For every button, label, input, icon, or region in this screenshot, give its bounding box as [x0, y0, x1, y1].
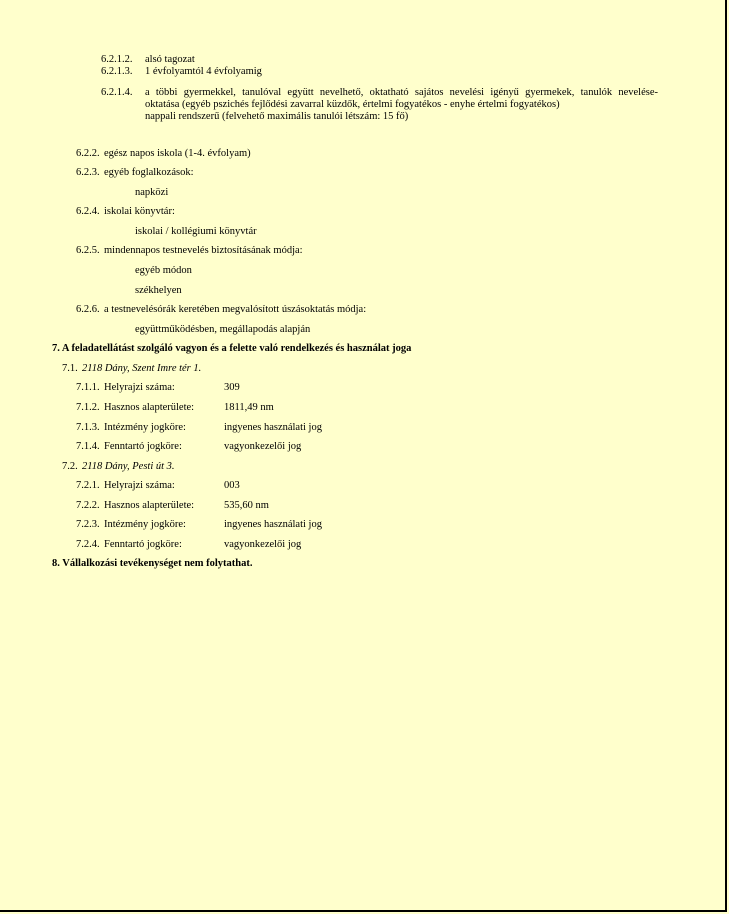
section-text: 1 évfolyamtól 4 évfolyamig [145, 66, 262, 77]
row-value: ingyenes használati jog [224, 422, 322, 433]
section-value: székhelyen [135, 285, 182, 296]
row-number: 7.2.3. [76, 519, 100, 530]
row-label: Fenntartó jogköre: [104, 539, 182, 550]
section-value: egyéb módon [135, 265, 192, 276]
row-label: Intézmény jogköre: [104, 422, 186, 433]
section-number: 6.2.2. [76, 148, 100, 159]
row-label: Hasznos alapterülete: [104, 500, 195, 511]
subsection-number: 7.1. [62, 363, 78, 374]
paragraph-line: oktatása (egyéb pszichés fejlődési zavarral küzdők, értelmi fogyatékos - enyhe értelmi fogyatékos) [145, 99, 560, 110]
property-address: 2118 Dány, Szent Imre tér 1. [82, 363, 202, 374]
section-heading: 8. Vállalkozási tevékenységet nem folytathat. [52, 558, 253, 569]
row-label: Helyrajzi száma: [104, 382, 175, 393]
row-value: 535,60 nm [224, 500, 269, 511]
row-value: vagyonkezelői jog [224, 441, 302, 452]
row-number: 7.1.2. [76, 402, 100, 413]
section-number: 6.2.4. [76, 206, 100, 217]
row-value: ingyenes használati jog [224, 519, 322, 530]
row-number: 7.1.1. [76, 382, 100, 393]
section-heading: 7. A feladatellátást szolgáló vagyon és a felette való rendelkezés és használat joga [52, 343, 412, 354]
row-number: 7.2.2. [76, 500, 100, 511]
row-number: 7.2.4. [76, 539, 100, 550]
row-number: 7.2.1. [76, 480, 100, 491]
row-label: Hasznos alapterülete: [104, 402, 195, 413]
section-text: mindennapos testnevelés biztosításának módja: [104, 245, 303, 256]
row-label: Intézmény jogköre: [104, 519, 186, 530]
section-number: 6.2.1.4. [101, 87, 133, 98]
section-value: iskolai / kollégiumi könyvtár [135, 226, 257, 237]
subsection-number: 7.2. [62, 461, 78, 472]
row-label: Helyrajzi száma: [104, 480, 175, 491]
row-value: vagyonkezelői jog [224, 539, 302, 550]
section-number: 6.2.1.3. [101, 66, 133, 77]
row-number: 7.1.4. [76, 441, 100, 452]
section-paragraph [145, 87, 658, 123]
section-number: 6.2.5. [76, 245, 100, 256]
section-text: iskolai könyvtár: [104, 206, 175, 217]
section-value: együttműködésben, megállapodás alapján [135, 324, 311, 335]
row-value: 1811,49 nm [224, 402, 274, 413]
paragraph-line: a többi gyermekkel, tanulóval együtt nevelhető, oktatható sajátos nevelési igényű gyermekek, tanulók nevelése- [145, 87, 658, 98]
row-value: 309 [224, 382, 240, 393]
section-number: 6.2.3. [76, 167, 100, 178]
section-number: 6.2.1.2. [101, 54, 133, 65]
section-text: a testnevelésórák keretében megvalósított úszásoktatás módja: [104, 304, 367, 315]
row-number: 7.1.3. [76, 422, 100, 433]
section-value: napközi [135, 187, 169, 198]
paragraph-line: nappali rendszerű (felvehető maximális tanulói létszám: 15 fő) [145, 111, 409, 122]
section-text: egész napos iskola (1-4. évfolyam) [104, 148, 251, 159]
section-number: 6.2.6. [76, 304, 100, 315]
row-label: Fenntartó jogköre: [104, 441, 182, 452]
section-text: alsó tagozat [145, 54, 195, 65]
section-text: egyéb foglalkozások: [104, 167, 194, 178]
row-value: 003 [224, 480, 240, 491]
property-address: 2118 Dány, Pesti út 3. [82, 461, 175, 472]
